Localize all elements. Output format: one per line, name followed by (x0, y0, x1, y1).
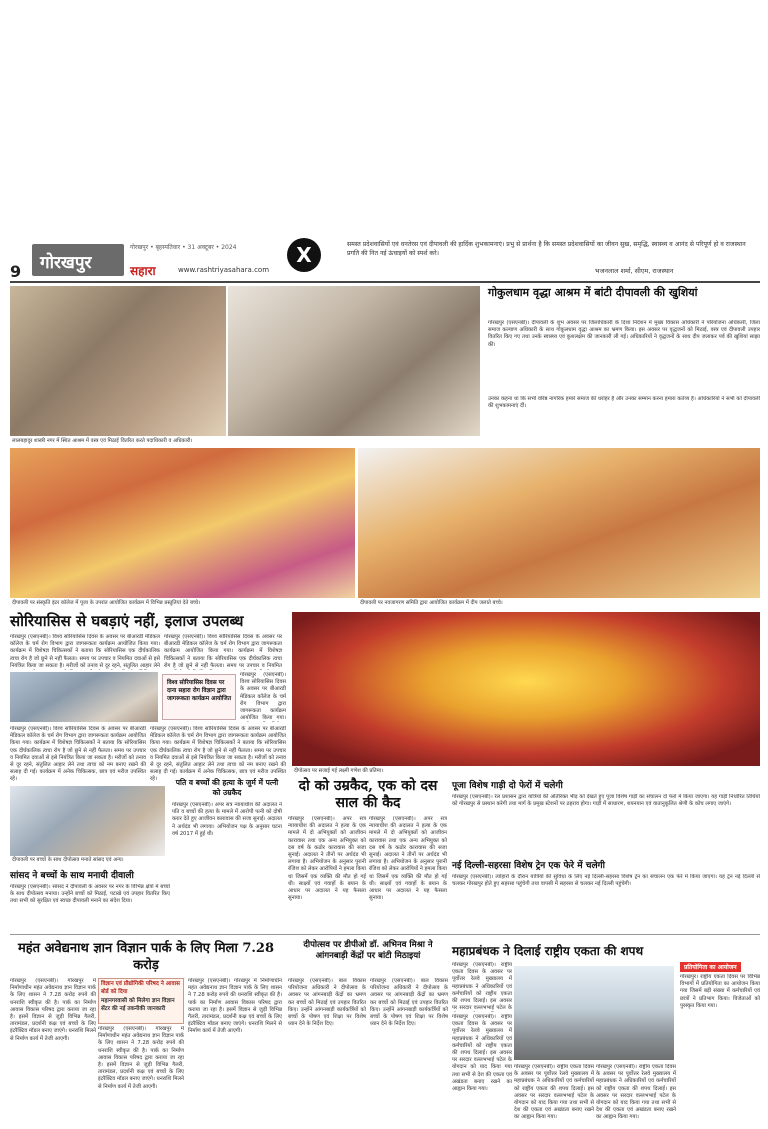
greeting-ad: समस्त प्रदेशवासियों एवं धनतेरस एवं दीपावली की हार्दिक शुभकामनाएं। प्रभु से प्रार्थना है कि समस्त प्रदेशवासियों का जीवन सुख, समृद्धि, स्वास्थ्य व आनंद से परिपूर्ण हो व राजस्थान प्रगति की नित नई ऊंचाइयों को स्पर्श करे। (347, 241, 746, 257)
photo-kids-right (358, 448, 760, 598)
caption-middle-left: दीपावली पर संस्कृति इंटर कॉलेज में पूजा के उपरांत आयोजित कार्यक्रम में विभिन्न प्रस्तुतियां देते बच्चे। (10, 599, 355, 608)
body-delhi-train: गोरखपुर (एसएनबी)। त्योहारों के दौरान यात्रियों की सुविधा के लिए नई दिल्ली-सहरसा विशेष ट्रेन का संचालन एक फेरे में किया जाएगा। यह ट्रेन नई दिल्ली से चलकर गोरखपुर होते हुए सहरसा पहुंचेगी तथा वापसी में सहरसा से चलकर नई दिल्ली पहुंचेगी। (452, 874, 760, 888)
body-unity-lead: गोरखपुर (एसएनबी)। राष्ट्रीय एकता दिवस के अवसर पर पूर्वोत्तर रेलवे मुख्यालय में महाप्रबंधक ने अधिकारियों एवं कर्मचारियों को राष्ट्रीय एकता की शपथ दिलाई। इस अवसर पर सरदार वल्लभभाई पटेल के (452, 962, 512, 1012)
psoriasis-callout: विश्व सोरियासिस दिवस पर दाना सहारा रोग विज्ञान द्वारा जागरूकता कार्यक्रम आयोजित (162, 674, 236, 720)
section-rule (10, 934, 760, 935)
badge-competition: प्रतियोगिता का आयोजन (680, 962, 741, 972)
body-science-col2: गोरखपुर (एसएनबी)। गोरखपुर में निर्माणाधीन महंत अवेद्यनाथ ज्ञान विज्ञान पार्क के लिए शासन ने 7.28 करोड़ रुपये की धनराशि स्वीकृत की है। पार्क का निर्माण आवास विकास परिषद द्वारा कराया जा रहा है। इसमें विज्ञान से जुड़ी विभिन्न गैलरी, तारामंडल, प्रदर्शनी कक्ष एवं बच्चों के लिए इंटरैक्टिव मॉडल बनाए जाएंगे। धनराशि मिलने से निर्माण कार्य में तेजी आएगी। (98, 1026, 184, 1090)
body-sweets-col1: गोरखपुर (एसएनबी)। बाल विकास परियोजना अधिकारी ने दीपोत्सव के अवसर पर आंगनबाड़ी केंद्रों का भ्रमण कर बच्चों को मिठाई एवं उपहार वितरित किए। उन्होंने आंगनबाड़ी कार्यकर्त्रियों को बच्चों के पोषण एवं शिक्षा पर विशेष ध्यान देने के निर्देश दिए। (288, 978, 366, 1028)
headline-murder: पति व बच्चों की हत्या के जुर्म में पत्नी को उम्रकैद (175, 778, 279, 797)
newspaper-website: www.rashtriyasahara.com (178, 266, 270, 274)
body-unity-col3: गोरखपुर (एसएनबी)। राष्ट्रीय एकता दिवस के अवसर पर पूर्वोत्तर रेलवे मुख्यालय में महाप्रबंधक ने अधिकारियों एवं कर्मचारियों को राष्ट्रीय एकता की शपथ दिलाई। इस अवसर पर सरदार वल्लभभाई पटेल के योगदान को याद किया गया तथा सभी से देश की एकता एवं अखंडता बनाए रखने का आह्वान किया गया। (596, 1064, 676, 1120)
body-psoriasis-intro-2: गोरखपुर (एसएनबी)। विश्व सोरियासिस दिवस के अवसर पर बीआरडी मेडिकल कॉलेज के चर्म रोग विभाग द्वारा जागरूकता कार्यक्रम आयोजित किया गया। कार्यक्रम में विशेषज्ञ चिकित्सकों ने बताया कि सोरियासिस एक दीर्घकालिक त्वचा रोग है जो छूने से नहीं फैलता। समय पर उपचार व नियमित (164, 634, 282, 669)
newspaper-logo: सहारा (130, 264, 156, 278)
body-life-col2: गोरखपुर (एसएनबी)। अपर सत्र न्यायाधीश की अदालत ने हत्या के एक मामले में दो अभियुक्तों को आजीवन कारावास तथा एक अन्य अभियुक्त को दस वर्ष के कठोर कारावास की सजा सुनाई। अदालत ने तीनों पर अर्थदंड भी लगाया है। अभियोजन के अनुसार पुरानी रंजिश को लेकर आरोपियों ने हमला किया था जिसमें एक व्यक्ति की मौत हो गई थी। साक्ष्यों एवं गवाहों के बयान के आधार पर अदालत ने यह फैसला सुनाया। (369, 816, 447, 902)
photo-ashram-right (228, 286, 480, 436)
photo-kids-left (10, 448, 355, 598)
body-psoriasis-intro: गोरखपुर (एसएनबी)। विश्व सोरियासिस दिवस के अवसर पर बीआरडी मेडिकल कॉलेज के चर्म रोग विभाग द्वारा जागरूकता कार्यक्रम आयोजित किया गया। कार्यक्रम में विशेषज्ञ चिकित्सकों ने बताया कि सोरियासिस एक दीर्घकालिक त्वचा रोग है जो छूने से नहीं फैलता। समय पर उपचार व नियमित दवाओं से इसे नियंत्रित किया जा सकता है। मरीजों को तनाव से दूर रहने, संतुलित आहार लेने (10, 634, 160, 669)
body-murder: गोरखपुर (एसएनबी)। अपर सत्र न्यायाधीश की अदालत ने पति व बच्चों की हत्या के मामले में आरोपी पत्नी को दोषी करार देते हुए आजीवन कारावास की सजा सुनाई। अदालत ने अर्थदंड भी लगाया। अभियोजन पक्ष के अनुसार घटना वर्ष 2017 में हुई थी। (172, 802, 282, 837)
science-callout-line2: महानगरवासी को मिलेगा ज्ञान विज्ञान सेंटर की नई तकनीकी जानकारी (101, 998, 175, 1012)
city-name: गोरखपुर (40, 253, 92, 273)
body-gokuldham-2: उनका कहना था कि सभी वरिष्ठ नागरिक हमारे समाज की धरोहर हैं और उनका सम्मान करना हमारा कर्तव्य है। अधिकारियों ने सभी को दीपावली की शुभकामनाएं दीं। (488, 396, 760, 410)
body-unity-col1: गोरखपुर (एसएनबी)। राष्ट्रीय एकता दिवस के अवसर पर पूर्वोत्तर रेलवे मुख्यालय में महाप्रबंधक ने अधिकारियों एवं कर्मचारियों को राष्ट्रीय एकता की शपथ दिलाई। इस अवसर पर सरदार वल्लभभाई पटेल के योगदान को याद किया गया तथा सभी से देश की एकता एवं अखंडता बनाए रखने का आह्वान किया गया। (452, 1014, 512, 1093)
body-unity-side: गोरखपुर। राष्ट्रीय एकता दिवस पर विभिन्न विभागों में प्रतियोगिता का आयोजन किया गया जिसमें बड़ी संख्या में कर्मचारियों एवं छात्रों ने प्रतिभाग किया। विजेताओं को पुरस्कृत किया गया। (680, 974, 760, 1009)
header-rule (10, 281, 760, 283)
science-callout (98, 978, 184, 1024)
body-unity-col2: गोरखपुर (एसएनबी)। राष्ट्रीय एकता दिवस के अवसर पर पूर्वोत्तर रेलवे मुख्यालय में महाप्रबंधक ने अधिकारियों एवं कर्मचारियों को राष्ट्रीय एकता की शपथ दिलाई। इस अवसर पर सरदार वल्लभभाई पटेल के योगदान को याद किया गया तथा सभी से देश की एकता एवं अखंडता बनाए रखने का आह्वान किया गया। (514, 1064, 594, 1120)
body-puja-train: गोरखपुर (एसएनबी)। रेल प्रशासन द्वारा यात्रियों की अतिरिक्त भीड़ को देखते हुए पूजा विशेष गाड़ी का संचालन दो फेरों में किया जाएगा। यह गाड़ी निर्धारित तिथियों को गोरखपुर से प्रस्थान करेगी तथा मार्ग के प्रमुख स्टेशनों पर ठहराव होगा। गाड़ी में साधारण, शयनयान एवं वातानुकूलित श्रेणी के कोच लगाए जाएंगे। (452, 794, 760, 808)
headline-science-park: महंत अवेद्यनाथ ज्ञान विज्ञान पार्क के लिए मिला 7.28 करोड़ (17, 941, 275, 973)
photo-psoriasis (10, 672, 158, 722)
headline-delhi-train: नई दिल्ली-सहरसा विशेष ट्रेन एक फेरे में चलेगी (452, 861, 605, 871)
headline-life-sentence: दो को उम्रकैद, एक को दस साल की कैद (298, 778, 438, 811)
caption-idol: दीपोत्सव पर सजाई गई लक्ष्मी गणेश की प्रतिमा। (292, 767, 592, 776)
body-science-col1: गोरखपुर (एसएनबी)। गोरखपुर में निर्माणाधीन महंत अवेद्यनाथ ज्ञान विज्ञान पार्क के लिए शासन ने 7.28 करोड़ रुपये की धनराशि स्वीकृत की है। पार्क का निर्माण आवास विकास परिषद द्वारा कराया जा रहा है। इसमें विज्ञान से जुड़ी विभिन्न गैलरी, तारामंडल, प्रदर्शनी कक्ष एवं बच्चों के लिए इंटरैक्टिव मॉडल बनाए जाएंगे। धनराशि मिलने से निर्माण कार्य में तेजी आएगी। (10, 978, 96, 1042)
headline-psoriasis: सोरियासिस से घबड़ाएं नहीं, इलाज उपलब्ध (10, 612, 244, 630)
photo-idol (292, 612, 760, 766)
headline-gokuldham: गोकुलधाम वृद्धा आश्रम में बांटी दीपावली की खुशियां (488, 286, 698, 299)
x-logo-icon: X (287, 238, 321, 272)
page-number: 9 (10, 262, 22, 281)
caption-middle-right: दीपावली पर नवजागरण समिति द्वारा आयोजित कार्यक्रम में दीप जलाते बच्चे। (358, 599, 760, 608)
body-psoriasis-col1: गोरखपुर (एसएनबी)। विश्व सोरियासिस दिवस के अवसर पर बीआरडी मेडिकल कॉलेज के चर्म रोग विभाग द्वारा जागरूकता कार्यक्रम आयोजित किया गया। कार्यक्रम में विशेषज्ञ चिकित्सकों ने बताया कि सोरियासिस एक दीर्घकालिक त्वचा रोग है जो छूने से नहीं फैलता। समय पर उपचार व नियमित दवाओं से इसे नियंत्रित किया जा सकता है। मरीजों को तनाव से दूर रहने, संतुलित आहार लेने तथा त्वचा को नम बनाए रखने की सलाह दी गई। कार्यक्रम में अनेक चिकित्सक, छात्र एवं मरीज उपस्थित रहे। (10, 726, 146, 783)
body-psoriasis-col2: गोरखपुर (एसएनबी)। विश्व सोरियासिस दिवस के अवसर पर बीआरडी मेडिकल कॉलेज के चर्म रोग विभाग द्वारा जागरूकता कार्यक्रम आयोजित किया गया। कार्यक्रम में विशेषज्ञ चिकित्सकों ने बताया कि सोरियासिस एक दीर्घकालिक त्वचा रोग है जो छूने से नहीं फैलता। समय पर उपचार व नियमित दवाओं से इसे नियंत्रित किया जा सकता है। मरीजों को तनाव से दूर रहने, संतुलित आहार लेने तथा त्वचा को नम बनाए रखने की सलाह दी गई। कार्यक्रम में अनेक चिकित्सक, छात्र एवं मरीज उपस्थित रहे। (150, 726, 286, 783)
photo-ashram-left (10, 286, 226, 436)
body-gokuldham: गोरखपुर (एसएनबी)। दीपावली के शुभ अवसर पर जिलाधिकारी के दिशा निर्देशन में मुख्य विकास अधिकारी ने परियोजना अधिकारी, जिला समाज कल्याण अधिकारी के साथ गोकुलधाम वृद्धा आश्रम का भ्रमण किया। इस अवसर पर वृद्धजनों को मिठाई, वस्त्र एवं दीपावली उपहार वितरित किए गए तथा उनके स्वास्थ्य एवं कुशलक्षेम की जानकारी ली गई। अधिकारियों ने वृद्धजनों के साथ दीप जलाकर पर्व की खुशियां साझा कीं। (488, 320, 760, 348)
caption-mp: दीपावली पर बच्चों के साथ दीपोत्सव मनाते सांसद एवं अन्य। (10, 856, 170, 865)
dateline: गोरखपुर • बृहस्पतिवार • 31 अक्टूबर • 2024 (130, 244, 237, 251)
headline-unity: महाप्रबंधक ने दिलाई राष्ट्रीय एकता की शपथ (452, 944, 644, 958)
body-psoriasis-side: गोरखपुर (एसएनबी)। विश्व सोरियासिस दिवस के अवसर पर बीआरडी मेडिकल कॉलेज के चर्म रोग विभाग द्वारा जागरूकता कार्यक्रम आयोजित किया गया। (240, 672, 286, 722)
photo-mp (10, 786, 165, 856)
body-sweets-col2: गोरखपुर (एसएनबी)। बाल विकास परियोजना अधिकारी ने दीपोत्सव के अवसर पर आंगनबाड़ी केंद्रों का भ्रमण कर बच्चों को मिठाई एवं उपहार वितरित किए। उन्होंने आंगनबाड़ी कार्यकर्त्रियों को बच्चों के पोषण एवं शिक्षा पर विशेष ध्यान देने के निर्देश दिए। (370, 978, 448, 1028)
headline-puja-train: पूजा विशेष गाड़ी दो फेरों में चलेगी (452, 781, 563, 791)
greeting-signature: भजनलाल शर्मा, सीएम, राजस्थान (595, 267, 674, 275)
headline-mp: सांसद ने बच्चों के साथ मनायी दीवाली (10, 871, 134, 881)
body-science-col3: गोरखपुर (एसएनबी)। गोरखपुर में निर्माणाधीन महंत अवेद्यनाथ ज्ञान विज्ञान पार्क के लिए शासन ने 7.28 करोड़ रुपये की धनराशि स्वीकृत की है। पार्क का निर्माण आवास विकास परिषद द्वारा कराया जा रहा है। इसमें विज्ञान से जुड़ी विभिन्न गैलरी, तारामंडल, प्रदर्शनी कक्ष एवं बच्चों के लिए इंटरैक्टिव मॉडल बनाए जाएंगे। धनराशि मिलने से निर्माण कार्य में तेजी आएगी। (188, 978, 282, 1035)
body-life-col1: गोरखपुर (एसएनबी)। अपर सत्र न्यायाधीश की अदालत ने हत्या के एक मामले में दो अभियुक्तों को आजीवन कारावास तथा एक अन्य अभियुक्त को दस वर्ष के कठोर कारावास की सजा सुनाई। अदालत ने तीनों पर अर्थदंड भी लगाया है। अभियोजन के अनुसार पुरानी रंजिश को लेकर आरोपियों ने हमला किया था जिसमें एक व्यक्ति की मौत हो गई थी। साक्ष्यों एवं गवाहों के बयान के आधार पर अदालत ने यह फैसला सुनाया। (288, 816, 366, 902)
science-callout-line1: विज्ञान एवं प्रौद्योगिकी परिषद ने आवास बोर्ड को दिया (101, 981, 180, 995)
photo-unity (514, 966, 674, 1060)
body-mp: गोरखपुर (एसएनबी)। सांसद ने दीपावली के अवसर पर नगर के विभिन्न क्षेत्रों में बच्चों के साथ दीपोत्सव मनाया। उन्होंने बच्चों को मिठाई, पटाखे एवं उपहार वितरित किए तथा सभी को सुरक्षित एवं स्वच्छ दीपावली मनाने का संदेश दिया। (10, 884, 170, 905)
caption-top-left: लालबहादुर शास्त्री नगर में स्थित आश्रम में वस्त्र एवं मिठाई वितरित करते पदाधिकारी व अधिकारी। (10, 437, 290, 446)
headline-sweets: दीपोत्सव पर डीपीओ डॉ. अभिनव मिश्रा ने आंगनबाड़ी केंद्रों पर बांटी मिठाइयां (303, 940, 433, 961)
